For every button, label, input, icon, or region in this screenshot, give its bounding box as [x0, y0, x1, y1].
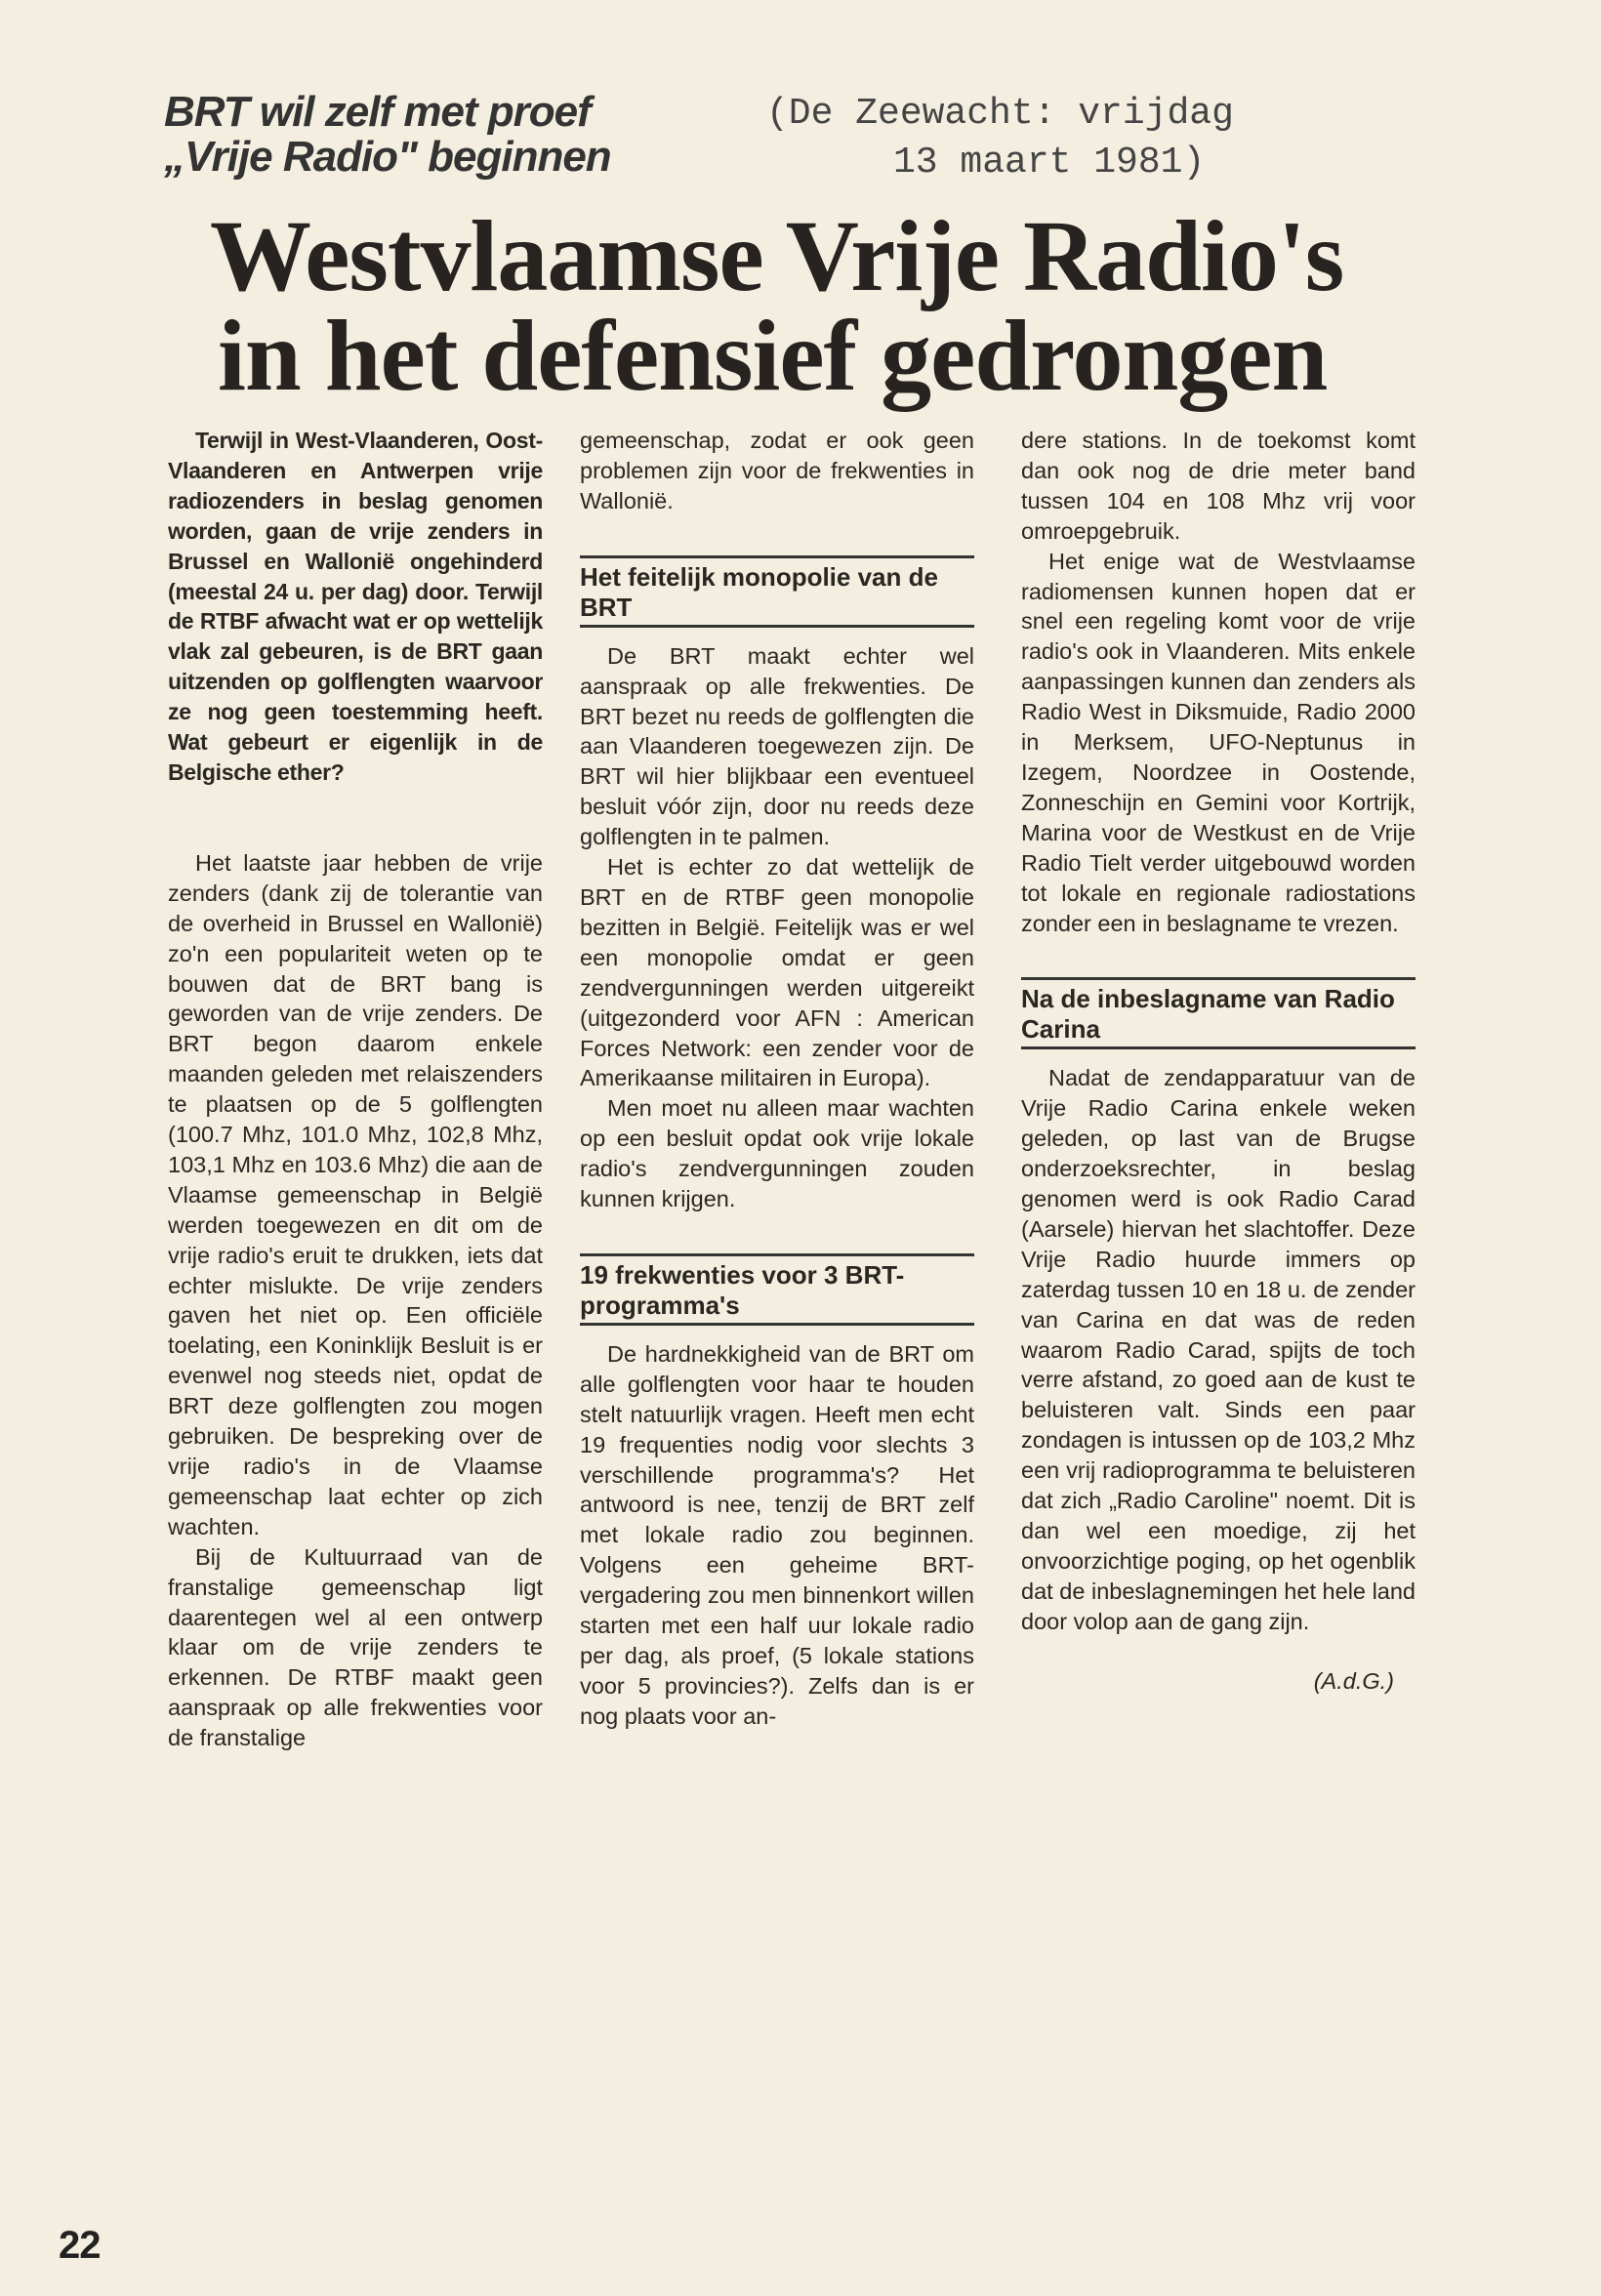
main-headline: [210, 200, 1381, 412]
kicker-line: BRT wil zelf met proef: [164, 88, 591, 136]
column-3: [1021, 426, 1416, 1697]
kicker-headline: [164, 90, 611, 180]
paragraph: dere stations. In de toekomst komt dan ook nog de drie meter band tussen 104 en 108 Mhz vrij voor omroepgebruik.: [1021, 428, 1416, 544]
paragraph: De hardnekkigheid van de BRT om alle golflengten voor haar te houden stelt natuurlijk vragen. Heeft men echt 19 frequenties nodig voor slechts 3 verschillende programma's? Het antwoord is nee, tenzij de BRT zelf met lokale radio zou beginnen. Volgens een geheime BRT-vergadering zou men binnenkort willen starten met een half uur lokale radio per dag, als proef, (5 lokale stations voor 5 provincies?). Zelfs dan is er nog plaats voor an-: [580, 1340, 974, 1729]
section-heading: Na de inbeslagname van Radio Carina: [1021, 977, 1416, 1049]
lead-paragraph: [168, 426, 543, 788]
paragraph: Het laatste jaar hebben de vrije zenders (dank zij de tolerantie van de overheid in Brussel en Wallonië) zo'n een populariteit weten op te bouwen dat de BRT bang is geworden van de vrije zenders. De BRT begon daarom enkele maanden geleden met relaiszenders te plaatsen op de 5 golflengten (100.7 Mhz, 101.0 Mhz, 102,8 Mhz, 103,1 Mhz en 103.6 Mhz) die aan de Vlaamse gemeenschap in België werden toegewezen en dit om de vrije radio's eruit te drukken, iets dat echter mislukte. De vrije zenders gaven het niet op. Een officiële toelating, een Koninklijk Besluit is er evenwel nog steeds niet, opdat de BRT deze golflengten zou mogen gebruiken. De bespreking over de vrije radio's in de Vlaamse gemeenschap laat echter op zich wachten.: [168, 849, 543, 1539]
headline-line: in het defensief gedrongen: [218, 300, 1328, 412]
paragraph: Nadat de zendapparatuur van de Vrije Radio Carina enkele weken geleden, op last van de Brugse onderzoeksrechter, in beslag genomen werd is ook Radio Carad (Aarsele) hiervan het slachtoffer. Deze Vrije Radio huurde immers op zaterdag tussen 10 en 18 u. de zender van Carina en dat was de reden waarom Radio Carad, spijts de toch verre afstand, zo goed aan de kust te beluisteren valt. Sinds een paar zondagen is intussen op de 103,2 Mhz een vrij radioprogramma te beluisteren dat zich „Radio Caroline" noemt. Dit is dan wel een moedige, zij het onvoorzichtige poging, op het ogenblik dat de inbeslagnemingen het hele land door volop aan de gang zijn.: [1021, 1065, 1416, 1634]
source-note: [766, 90, 1234, 187]
paragraph: gemeenschap, zodat er ook geen problemen zijn voor de frekwenties in Wallonië.: [580, 428, 974, 513]
source-line: (De Zeewacht: vrijdag: [766, 93, 1234, 135]
kicker-line: „Vrije Radio" beginnen: [164, 133, 611, 181]
lead-text: Terwijl in West-Vlaanderen, Oost-Vlaanderen en Antwerpen vrije radiozenders in beslag genomen worden, gaan de vrije zenders in Brussel en Wallonië ongehinderd (meestal 24 u. per dag) door. Terwijl de RTBF afwacht wat er op wettelijk vlak zal gebeuren, is de BRT gaan uitzenden op golflengten waarvoor ze nog geen toestemming heeft. Wat gebeurt er eigenlijk in de Belgische ether?: [168, 428, 543, 785]
section-heading: 19 frekwenties voor 3 BRT-programma's: [580, 1253, 974, 1326]
paragraph: Men moet nu alleen maar wachten op een besluit opdat ook vrije lokale radio's zendvergunningen zouden kunnen krijgen.: [580, 1095, 974, 1212]
paragraph: Bij de Kultuurraad van de franstalige gemeenschap ligt daarentegen wel al een ontwerp klaar om de vrije zenders te erkennen. De RTBF maakt geen aanspraak op alle frekwenties voor de franstalige: [168, 1543, 543, 1751]
source-line: 13 maart 1981): [893, 142, 1206, 184]
author-signature: (A.d.G.): [1313, 1667, 1394, 1694]
paragraph: Het enige wat de Westvlaamse radiomensen kunnen hopen dat er snel een regeling komt voor de vrije radio's ook in Vlaanderen. Mits enkele aanpassingen kunnen dan zenders als Radio West in Diksmuide, Radio 2000 in Merksem, UFO-Neptunus in Izegem, Noordzee in Oostende, Zonneschijn en Gemini voor Kortrijk, Marina voor de Westkust en de Vrije Radio Tielt verder uitgebouwd worden tot lokale en regionale radiostations zonder een in beslagname te vrezen.: [1021, 548, 1416, 936]
column-2: [580, 426, 974, 1732]
column-1: [168, 426, 543, 1753]
headline-line: Westvlaamse Vrije Radio's: [210, 200, 1344, 312]
paragraph: Het is echter zo dat wettelijk de BRT en de RTBF geen monopolie bezitten in België. Feitelijk was er wel een monopolie omdat er geen zendvergunningen werden uitgereikt (uitgezonderd voor AFN : American Forces Network: een zender voor de Amerikaanse militairen in Europa).: [580, 854, 974, 1091]
section-heading: Het feitelijk monopolie van de BRT: [580, 555, 974, 628]
paragraph: De BRT maakt echter wel aanspraak op alle frekwenties. De BRT bezet nu reeds de golflengten die aan Vlaanderen toegewezen zijn. De BRT wil hier blijkbaar een eventueel besluit vóór zijn, door nu reeds deze golflengten in te palmen.: [580, 642, 974, 850]
page-number: 22: [59, 2224, 101, 2267]
